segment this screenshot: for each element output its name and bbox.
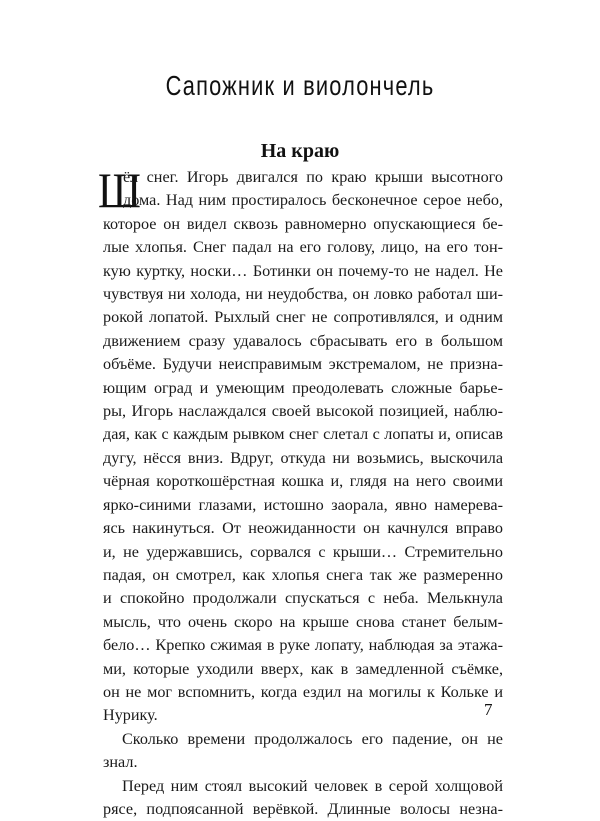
text-line: и спокойно продолжали спускаться с неба. Мелькнула (103, 589, 503, 608)
drop-cap: Ш (98, 162, 141, 218)
text-line: лые хлопья. Снег падал на его голову, лицо, на его тон- (103, 238, 503, 257)
text-line: ми, которые уходили вверх, как в замедленной съёмке, (103, 659, 503, 678)
text-line: знал. (103, 753, 138, 772)
text-line: дома. Над ним простиралось бесконечное серое небо, (123, 191, 503, 210)
section-heading: На краю (260, 140, 340, 162)
page-number: 7 (484, 700, 493, 719)
text-line: движением сразу удавалось сбрасывать его в большом (103, 331, 503, 350)
text-line: падая, он смотрел, как хлопья снега так же размеренно (103, 565, 503, 584)
text-line: ры, Игорь наслаждался своей высокой позицией, наблю- (103, 402, 503, 421)
text-line: рокой лопатой. Рыхлый снег не сопротивлялся, и одним (103, 308, 503, 327)
text-line: Нурику. (103, 706, 158, 725)
text-line: кую куртку, носки… Ботинки он почему-то не надел. Не (103, 261, 503, 280)
text-line: дая, как с каждым рывком снег слетал с лопаты и, описав (103, 425, 503, 444)
text-line: ёл снег. Игорь двигался по краю крыши высотного (123, 168, 503, 186)
text-line: мысль, что очень скоро на крыше снова станет белым- (103, 612, 503, 631)
text-line: которое он видел сквозь равномерно опускающиеся бе- (103, 214, 503, 233)
text-line: Сколько времени продолжалось его падение, он не (122, 729, 503, 748)
text-line: бело… Крепко сжимая в руке лопату, наблюдая за этажа- (103, 636, 503, 655)
text-line: объёме. Будучи неисправимым экстремалом, не призна- (103, 355, 503, 374)
text-line: и, не удержавшись, сорвался с крыши… Стремительно (103, 542, 503, 561)
body-text (103, 166, 503, 821)
text-line: чувствуя ни холода, ни неудобства, он ловко работал ши- (103, 285, 503, 304)
text-line: дугу, нёсся вниз. Вдруг, откуда ни возьмись, выскочила (103, 448, 503, 467)
chapter-title: Сапожник и виолончель (165, 70, 435, 101)
text-line: ющим оград и умеющим преодолевать сложные барье- (103, 378, 503, 397)
text-line: чёрная короткошёрстная кошка и, глядя на него своими (103, 472, 503, 491)
text-line: Перед ним стоял высокий человек в серой холщовой (122, 776, 503, 795)
text-line: он не мог вспомнить, когда ездил на могилы к Кольке и (103, 682, 503, 701)
text-line: ярко-синими глазами, истошно заорала, явно намерева- (103, 495, 503, 514)
text-line: рясе, подпоясанной верёвкой. Длинные волосы незна- (103, 799, 503, 818)
text-line: ясь накинуться. От неожиданности он качнулся вправо (103, 519, 503, 538)
